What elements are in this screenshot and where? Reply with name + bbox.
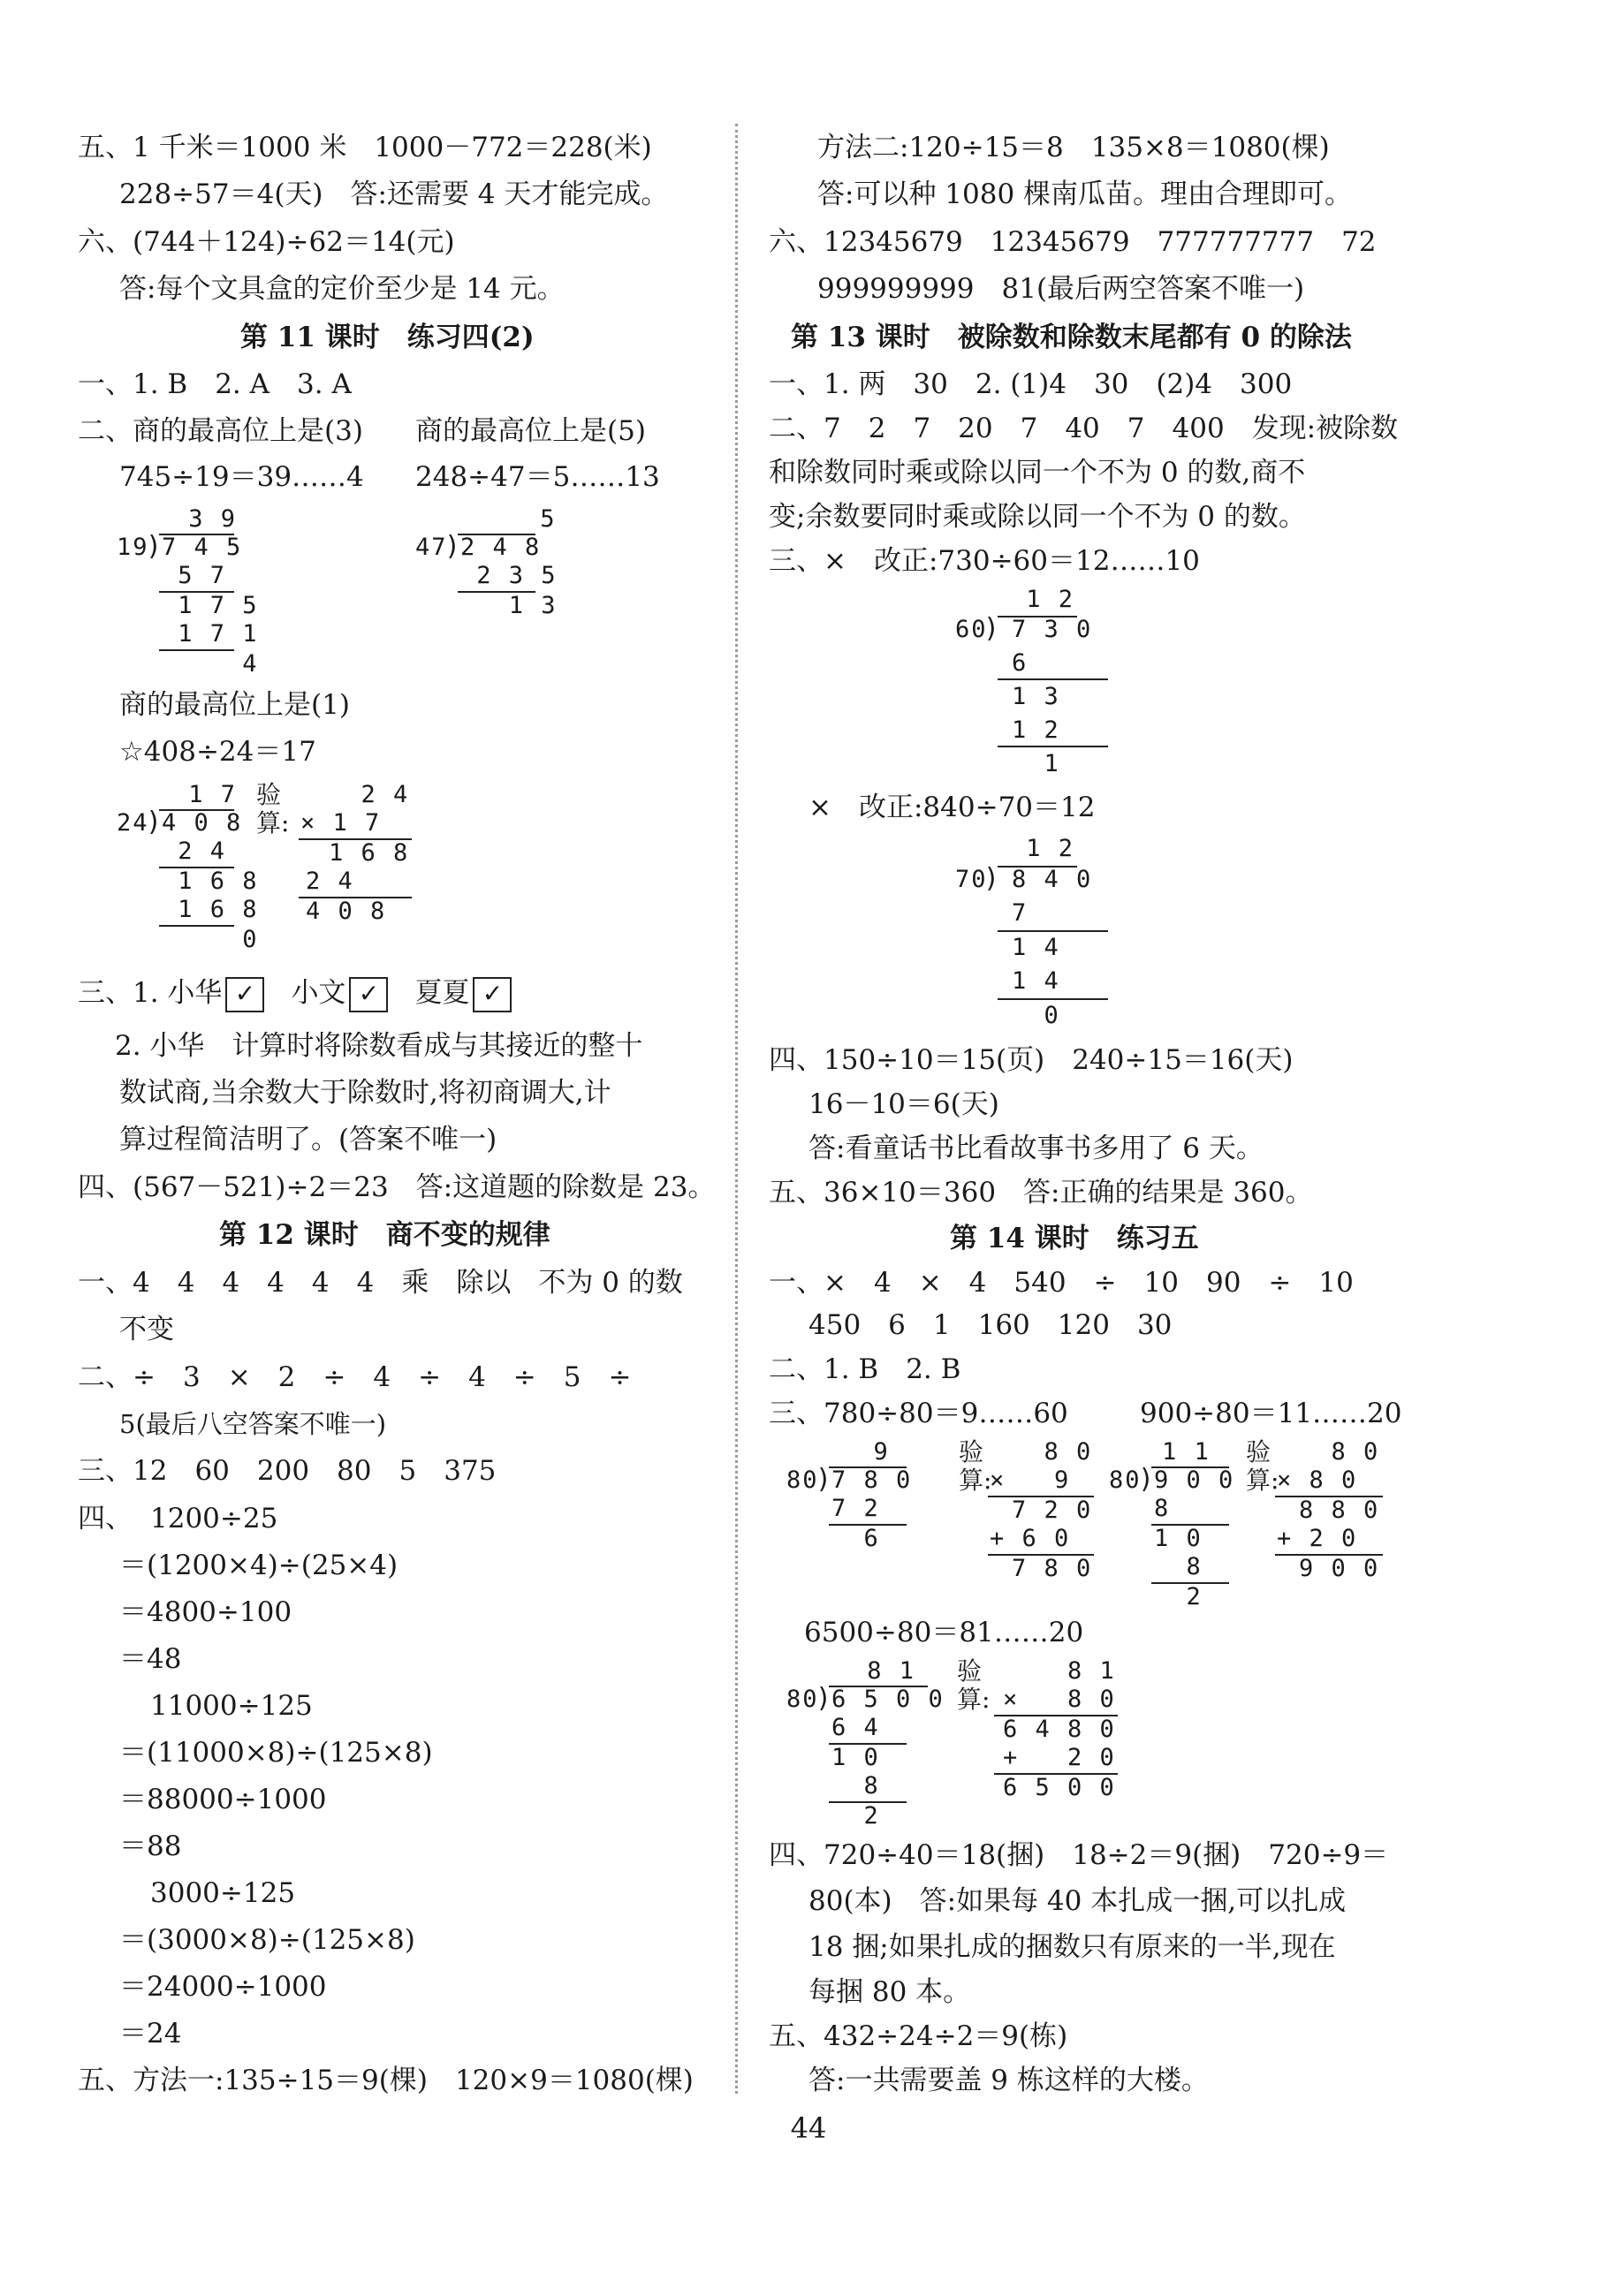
step: 6 (1012, 649, 1029, 677)
division-bracket: ) (146, 531, 163, 562)
calc-step: ＝(1200×4)÷(25×4) (119, 1550, 399, 1581)
partial-product: 8 8 0 (1299, 1497, 1380, 1524)
answer-line: 四、(567－521)÷2＝23 答:这道题的除数是 23。 (78, 1171, 716, 1203)
step: 1 6 8 (162, 896, 259, 923)
factor: 8 0 (1299, 1438, 1380, 1466)
lesson-11-title: 第 11 课时 练习四(2) (240, 322, 535, 353)
step: 8 (1154, 1495, 1171, 1522)
page-number: 44 (790, 2111, 827, 2145)
division-bar (998, 930, 1108, 932)
quotient: 1 1 (1162, 1438, 1211, 1466)
answer-line: 五、方法一:135÷15＝9(棵) 120×9＝1080(棵) (78, 2065, 694, 2096)
division-bar (998, 746, 1108, 747)
answer-line: 四、720÷40＝18(捆) 18÷2＝9(捆) 720÷9＝ (769, 1839, 1389, 1871)
answer-line: 答:可以种 1080 棵南瓜苗。理由合理即可。 (817, 178, 1353, 210)
answer-line: 数试商,当余数大于除数时,将初商调大,计 (119, 1077, 611, 1109)
step: 1 7 1 (162, 620, 259, 648)
answer-line: 三、12 60 200 80 5 375 (78, 1455, 497, 1487)
step: 2 3 5 (460, 562, 558, 589)
check-mark-box: ✓ (473, 977, 512, 1012)
step: 8 (1154, 1553, 1203, 1580)
name: 夏夏 (414, 977, 470, 1009)
divisor: 70 (955, 866, 988, 893)
answer-line (78, 974, 538, 1012)
step: 7 2 (831, 1495, 880, 1522)
right-column (747, 0, 1617, 2296)
answer-line: 二、÷ 3 × 2 ÷ 4 ÷ 4 ÷ 5 ÷ (78, 1361, 632, 1393)
remainder: 2 (831, 1802, 880, 1830)
answer-line: 228÷57＝4(天) 答:还需要 4 天才能完成。 (119, 178, 669, 210)
lesson-14-title: 第 14 课时 练习五 (950, 1223, 1199, 1254)
remainder: 2 (1154, 1583, 1203, 1610)
remainder: 6 (831, 1525, 880, 1552)
answer-line: 18 捆;如果扎成的捆数只有原来的一半,现在 (808, 1931, 1336, 1963)
partial-product: 7 2 0 (1012, 1497, 1093, 1524)
check-label: 验 算: (957, 1656, 991, 1714)
remainder: 0 (1012, 1002, 1060, 1029)
answer-line: 二、7 2 7 20 7 40 7 400 发现:被除数 (769, 413, 1399, 444)
answer-line: 答:一共需要盖 9 栋这样的大楼。 (808, 2065, 1209, 2096)
answer-line: 和除数同时乘或除以同一个不为 0 的数,商不 (769, 457, 1306, 489)
step: 1 4 (1012, 934, 1060, 961)
answer-line: 一、× 4 × 4 540 ÷ 10 90 ÷ 10 (769, 1267, 1354, 1299)
division-bracket: ) (816, 1683, 832, 1714)
left-column (0, 0, 742, 2296)
step: 1 4 (1012, 967, 1060, 995)
answer-line: 80(本) 答:如果每 40 本扎成一捆,可以扎成 (808, 1885, 1347, 1917)
answer-line: 商的最高位上是(5) (415, 415, 646, 447)
remainder: 0 (162, 926, 259, 953)
name: 小文 (291, 977, 346, 1009)
partial-product: 1 6 8 (329, 839, 410, 867)
partial-product: + 6 0 (990, 1525, 1071, 1552)
answer-line: 答:每个文具盒的定价至少是 14 元。 (119, 273, 565, 305)
dividend: 7 4 5 (162, 534, 243, 561)
product: 9 0 0 (1299, 1555, 1380, 1582)
quotient: 3 9 (172, 505, 238, 533)
partial-product: + 2 0 (1003, 1744, 1116, 1771)
answer-line: 2. 小华 计算时将除数看成与其接近的整十 (115, 1030, 643, 1062)
quotient: 1 7 (172, 781, 238, 808)
calc-step: 11000÷125 (150, 1690, 313, 1722)
equation: 745÷19＝39……4 (119, 461, 364, 493)
answer-line: 六、12345679 12345679 777777777 72 (769, 226, 1377, 258)
step: 6 4 (831, 1714, 880, 1741)
answer-line: 450 6 1 160 120 30 (808, 1309, 1173, 1341)
step: 1 6 8 (162, 868, 259, 895)
lesson-13-title: 第 13 课时 被除数和除数末尾都有 0 的除法 (791, 322, 1352, 353)
answer-line: 五、36×10＝360 答:正确的结果是 360。 (769, 1177, 1313, 1209)
answer-line: 答:看童话书比看故事书多用了 6 天。 (808, 1133, 1264, 1164)
answer-line: 二、1. B 2. B (769, 1353, 961, 1385)
division-bracket: ) (816, 1464, 832, 1495)
remainder: 1 (1012, 750, 1060, 777)
step: 5 7 (162, 562, 227, 589)
factor: × 1 7 (300, 809, 382, 837)
step: 1 0 (1154, 1525, 1203, 1552)
dividend: 4 0 8 (162, 809, 243, 837)
equation: 248÷47＝5……13 (415, 461, 660, 493)
divisor: 19 (117, 534, 149, 561)
division-bracket: ) (983, 863, 1000, 894)
answer-line: 一、1. 两 30 2. (1)4 30 (2)4 300 (769, 368, 1293, 400)
divisor: 80 (1109, 1466, 1142, 1494)
step: 7 (1012, 899, 1029, 927)
partial-product: 6 4 8 0 (1003, 1716, 1116, 1743)
factor: 2 4 (329, 781, 410, 808)
remainder: 4 (162, 650, 259, 678)
answer-line: 五、1 千米＝1000 米 1000－772＝228(米) (78, 132, 652, 163)
partial-product: + 2 0 (1277, 1525, 1358, 1552)
check-mark-box: ✓ (349, 977, 388, 1012)
divisor: 24 (117, 809, 149, 837)
step: 1 3 (1012, 683, 1060, 710)
dividend: 9 0 0 (1154, 1466, 1235, 1494)
equation: 三、780÷80＝9……60 (769, 1398, 1068, 1429)
lesson-12-title: 第 12 课时 商不变的规律 (219, 1219, 550, 1251)
factor: × 8 0 (1277, 1466, 1358, 1494)
quotient: 9 (841, 1438, 890, 1466)
answer-line: 不变 (119, 1314, 174, 1345)
product: 7 8 0 (1012, 1555, 1093, 1582)
check-mark-box: ✓ (225, 977, 264, 1012)
division-bracket: ) (1138, 1464, 1155, 1495)
calc-step: ＝88 (119, 1830, 182, 1862)
calc-step: ＝4800÷100 (119, 1596, 292, 1628)
q3-label: 三、1. 小华 (78, 977, 223, 1009)
q4-label: 四、 (78, 1503, 133, 1534)
check-label: 验 算: (959, 1437, 992, 1495)
answer-line: 方法二:120÷15＝8 135×8＝1080(棵) (817, 132, 1330, 163)
divisor: 80 (786, 1466, 819, 1494)
answer-line: × 改正:840÷70＝12 (808, 792, 1096, 823)
equation: 6500÷80＝81……20 (804, 1617, 1084, 1648)
calc-step: ＝(11000×8)÷(125×8) (119, 1737, 433, 1769)
answer-line: 999999999 81(最后两空答案不唯一) (817, 273, 1305, 305)
quotient: 5 (459, 505, 557, 533)
calc-step: ＝(3000×8)÷(125×8) (119, 1924, 415, 1956)
calc-step: ＝48 (119, 1643, 182, 1675)
divisor: 47 (415, 534, 448, 561)
dividend: 8 4 0 (1012, 866, 1093, 893)
check-label: 验 算: (256, 780, 290, 837)
quotient: 1 2 (1010, 586, 1075, 613)
product: 4 0 8 (306, 898, 387, 925)
answer-line: 五、432÷24÷2＝9(栋) (769, 2020, 1068, 2052)
equation: 900÷80＝11……20 (1140, 1398, 1402, 1429)
answer-line: 六、(744＋124)÷62＝14(元) (78, 226, 455, 258)
calc-step: 1200÷25 (150, 1503, 278, 1534)
step: 8 (831, 1772, 880, 1800)
calc-step: ＝88000÷1000 (119, 1784, 327, 1815)
division-bracket: ) (983, 613, 1000, 644)
dividend: 7 3 0 (1012, 616, 1093, 643)
answer-line: 5(最后八空答案不唯一) (119, 1409, 387, 1439)
remainder: 1 3 (460, 592, 558, 619)
dividend: 2 4 8 (460, 534, 542, 561)
factor: 8 1 (1003, 1657, 1116, 1685)
factor: 8 0 (1012, 1438, 1093, 1466)
answer-line: 一、4 4 4 4 4 4 乘 除以 不为 0 的数 (78, 1267, 683, 1299)
step: 1 0 (831, 1744, 880, 1771)
calc-step: ＝24 (119, 2018, 182, 2050)
calc-step: ＝24000÷1000 (119, 1971, 327, 2003)
check-label: 验 算: (1246, 1437, 1279, 1495)
product: 6 5 0 0 (1003, 1774, 1116, 1801)
answer-line: 二、商的最高位上是(3) (78, 415, 363, 447)
factor: × 9 (990, 1466, 1071, 1494)
division-bracket: ) (146, 807, 163, 837)
partial-product: 2 4 (306, 868, 387, 895)
dividend: 6 5 0 0 (831, 1686, 945, 1713)
answer-line: 一、1. B 2. A 3. A (78, 368, 352, 400)
equation: ☆408÷24＝17 (119, 736, 316, 768)
dividend: 7 8 0 (831, 1466, 913, 1494)
quotient: 1 2 (1010, 835, 1075, 862)
step: 1 2 (1012, 716, 1060, 744)
answer-line: 三、× 改正:730÷60＝12……10 (769, 545, 1200, 577)
calc-step: 3000÷125 (150, 1877, 296, 1909)
division-bar (998, 678, 1108, 680)
answer-line: 16－10＝6(天) (808, 1088, 999, 1120)
answer-line: 四、150÷10＝15(页) 240÷15＝16(天) (769, 1044, 1294, 1076)
division-bracket: ) (444, 531, 461, 562)
step: 2 4 (162, 837, 227, 865)
answer-line: 商的最高位上是(1) (119, 689, 350, 721)
factor: × 8 0 (1003, 1686, 1116, 1713)
quotient: 8 1 (851, 1657, 916, 1685)
divisor: 80 (786, 1686, 819, 1713)
answer-line: 算过程简洁明了。(答案不唯一) (119, 1124, 497, 1156)
divisor: 60 (955, 616, 988, 643)
answer-line: 每捆 80 本。 (808, 1976, 971, 2008)
answer-line: 变;余数要同时乘或除以同一个不为 0 的数。 (769, 501, 1306, 533)
step: 1 7 5 (162, 592, 259, 619)
division-bar (998, 998, 1108, 1000)
